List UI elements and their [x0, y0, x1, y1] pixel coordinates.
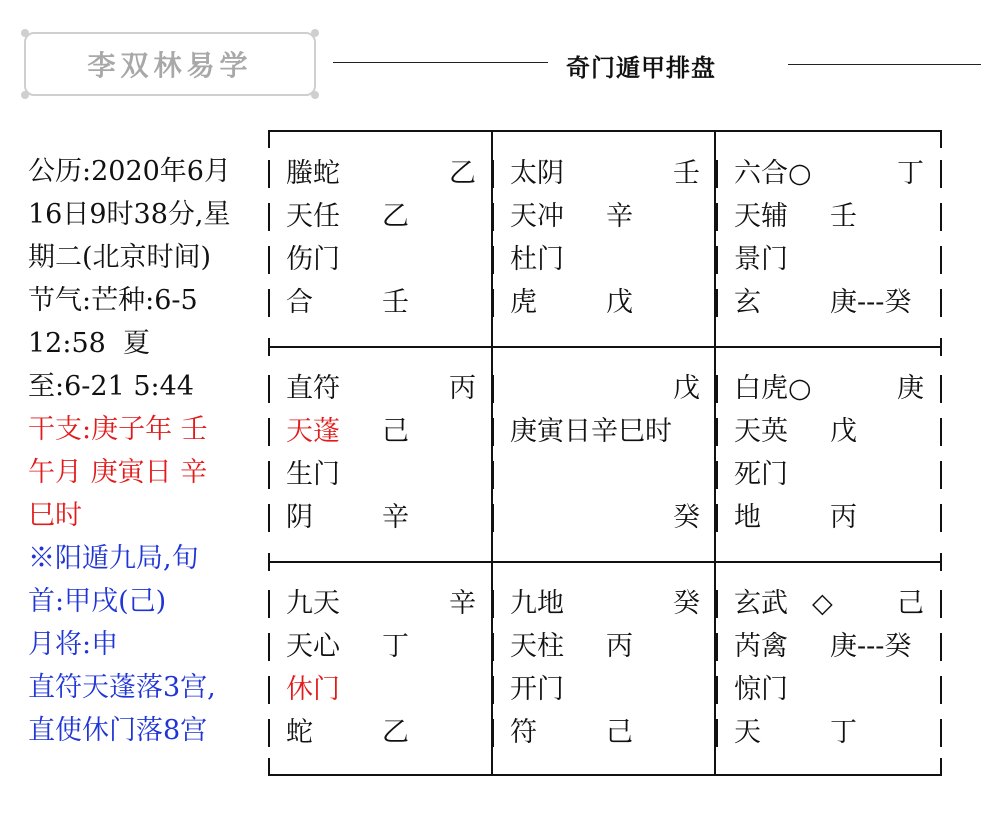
cell-bar: [492, 633, 494, 661]
palace-text: 伤门: [286, 244, 340, 275]
palace-row: [716, 410, 942, 453]
cell-bar: [492, 289, 494, 317]
palace-text: 戊: [830, 416, 857, 447]
palace-text: 丁: [897, 158, 924, 189]
palace-cell: [492, 345, 718, 560]
palace-row: [492, 152, 718, 195]
palace-text: 天辅: [734, 201, 788, 232]
palace-row: [716, 238, 942, 281]
cell-bar: [268, 375, 270, 403]
info-line: 至:6-21 5:44: [28, 371, 194, 402]
palace-text: 戊: [606, 287, 633, 318]
palace-row: [492, 625, 718, 668]
info-line: 节气:芒种:6-5: [28, 285, 198, 316]
palace-row: [268, 195, 494, 238]
cell-bar: [268, 590, 270, 618]
palace-text: 生门: [286, 459, 340, 490]
palace-row: [716, 582, 942, 625]
cell-bar: [268, 719, 270, 747]
palace-text: 天冲: [510, 201, 564, 232]
cell-bar: [268, 504, 270, 532]
palace-row: [492, 238, 718, 281]
palace-text: 天柱: [510, 631, 564, 662]
cell-bar: [716, 633, 718, 661]
cell-bar: [492, 461, 494, 489]
palace-text: 辛: [606, 201, 633, 232]
palace-text: 乙: [449, 158, 476, 189]
palace-text: 惊门: [734, 674, 788, 705]
palace-row: [268, 496, 494, 539]
palace-row: [492, 453, 718, 496]
palace-text: 杜门: [510, 244, 564, 275]
cell-bar: [940, 289, 942, 317]
cell-bar: [268, 633, 270, 661]
palace-cell: [492, 130, 718, 345]
cell-bar: [716, 676, 718, 704]
palace-text: 壬: [673, 158, 700, 189]
cell-bar: [940, 633, 942, 661]
cell-bar: [492, 418, 494, 446]
cell-bar: [716, 719, 718, 747]
palace-text: 己: [382, 416, 409, 447]
palace-cell: [492, 560, 718, 775]
palace-cell: [268, 345, 494, 560]
cell-bar: [268, 289, 270, 317]
info-line: 直符天蓬落3宫,: [28, 672, 216, 703]
cell-bar: [940, 590, 942, 618]
palace-row: [492, 367, 718, 410]
cell-bar: [492, 676, 494, 704]
cell-bar: [268, 203, 270, 231]
cell-bar: [268, 418, 270, 446]
palace-text: 符: [510, 717, 537, 748]
palace-text: ◇: [812, 588, 833, 619]
palace-text: 辛: [449, 588, 476, 619]
cell-bar: [716, 246, 718, 274]
palace-text: 庚---癸: [830, 287, 912, 318]
palace-text: 玄武: [734, 588, 788, 619]
palace-row: [492, 195, 718, 238]
info-line: 直使休门落8宫: [28, 715, 208, 746]
palace-row: [492, 582, 718, 625]
palace-text: 天心: [286, 631, 340, 662]
info-panel: [28, 150, 260, 752]
palace-cell: [716, 130, 942, 345]
logo-text: 李双林易学: [87, 49, 253, 82]
palace-text: 六合○: [734, 158, 812, 189]
cell-bar: [940, 203, 942, 231]
info-line: 期二(北京时间): [28, 242, 212, 273]
palace-text: 白虎○: [734, 373, 812, 404]
header-rule-left: [333, 62, 548, 63]
palace-cell: [716, 345, 942, 560]
cell-bar: [716, 289, 718, 317]
info-line: 公历:2020年6月: [28, 156, 231, 187]
palace-row: [492, 281, 718, 324]
palace-row: [268, 152, 494, 195]
palace-text: 庚寅日辛巳时: [510, 416, 672, 447]
palace-text: 庚: [897, 373, 924, 404]
info-line: 首:甲戌(己): [28, 586, 167, 617]
cell-bar: [492, 160, 494, 188]
palace-text: 天蓬: [286, 416, 340, 447]
cell-bar: [716, 504, 718, 532]
palace-row: [716, 281, 942, 324]
palace-text: 太阴: [510, 158, 564, 189]
cell-bar: [940, 676, 942, 704]
palace-text: 休门: [286, 674, 340, 705]
palace-text: 虎: [510, 287, 537, 318]
cell-bar: [492, 504, 494, 532]
palace-text: 庚---癸: [830, 631, 912, 662]
cell-bar: [716, 203, 718, 231]
cell-bar: [716, 160, 718, 188]
palace-text: 地: [734, 502, 761, 533]
palace-row: [716, 195, 942, 238]
palace-row: [268, 625, 494, 668]
palace-cell: [268, 560, 494, 775]
info-line: 16日9时38分,星: [28, 199, 231, 230]
palace-text: 芮禽: [734, 631, 788, 662]
palace-row: [492, 668, 718, 711]
cell-bar: [940, 504, 942, 532]
palace-row: [492, 711, 718, 754]
palace-text: 丁: [382, 631, 409, 662]
palace-row: [492, 410, 718, 453]
palace-row: [716, 625, 942, 668]
cell-bar: [940, 719, 942, 747]
palace-row: [268, 410, 494, 453]
palace-text: 丙: [449, 373, 476, 404]
info-line: ※阳遁九局,旬: [28, 543, 199, 574]
palace-text: 乙: [382, 717, 409, 748]
palace-text: 己: [606, 717, 633, 748]
palace-text: 九地: [510, 588, 564, 619]
palace-row: [716, 367, 942, 410]
cell-bar: [492, 246, 494, 274]
palace-text: 天任: [286, 201, 340, 232]
cell-bar: [492, 590, 494, 618]
cell-bar: [492, 719, 494, 747]
palace-text: 直符: [286, 373, 340, 404]
palace-row: [268, 238, 494, 281]
palace-text: 戊: [673, 373, 700, 404]
cell-bar: [940, 461, 942, 489]
cell-bar: [268, 461, 270, 489]
cell-bar: [716, 461, 718, 489]
palace-text: 辛: [382, 502, 409, 533]
palace-row: [716, 453, 942, 496]
cell-bar: [268, 160, 270, 188]
palace-cell: [268, 130, 494, 345]
palace-text: 己: [897, 588, 924, 619]
info-line: 月将:申: [28, 629, 119, 660]
cell-bar: [940, 418, 942, 446]
palace-cell: [716, 560, 942, 775]
info-line: 干支:庚子年 壬: [28, 414, 208, 445]
palace-text: 死门: [734, 459, 788, 490]
cell-bar: [940, 246, 942, 274]
palace-row: [268, 668, 494, 711]
palace-text: 癸: [673, 588, 700, 619]
cell-bar: [940, 375, 942, 403]
palace-text: 丁: [830, 717, 857, 748]
page-title: 奇门遁甲排盘: [566, 54, 716, 82]
palace-text: 九天: [286, 588, 340, 619]
cell-bar: [492, 203, 494, 231]
palace-text: 合: [286, 287, 313, 318]
palace-row: [268, 582, 494, 625]
palace-text: 阴: [286, 502, 313, 533]
palace-text: 天英: [734, 416, 788, 447]
palace-text: 癸: [673, 502, 700, 533]
cell-bar: [940, 160, 942, 188]
palace-row: [716, 152, 942, 195]
palace-row: [492, 496, 718, 539]
palace-row: [268, 453, 494, 496]
info-line: 巳时: [28, 500, 82, 531]
palace-text: 玄: [734, 287, 761, 318]
palace-row: [268, 281, 494, 324]
cell-bar: [716, 590, 718, 618]
cell-bar: [716, 418, 718, 446]
palace-text: 天: [734, 717, 761, 748]
palace-row: [716, 496, 942, 539]
palace-text: 丙: [606, 631, 633, 662]
palace-text: 乙: [382, 201, 409, 232]
palace-text: 螣蛇: [286, 158, 340, 189]
cell-bar: [268, 676, 270, 704]
cell-bar: [268, 246, 270, 274]
palace-row: [268, 367, 494, 410]
info-line: 午月 庚寅日 辛: [28, 457, 208, 488]
cell-bar: [716, 375, 718, 403]
palace-text: 壬: [382, 287, 409, 318]
palace-text: 蛇: [286, 717, 313, 748]
info-line: 12:58 夏: [28, 328, 150, 359]
palace-row: [716, 711, 942, 754]
palace-text: 开门: [510, 674, 564, 705]
cell-bar: [492, 375, 494, 403]
palace-text: 壬: [830, 201, 857, 232]
palace-row: [268, 711, 494, 754]
palace-text: 景门: [734, 244, 788, 275]
logo: [24, 32, 316, 96]
palace-text: 丙: [830, 502, 857, 533]
palace-row: [716, 668, 942, 711]
header-rule-right: [788, 64, 981, 65]
